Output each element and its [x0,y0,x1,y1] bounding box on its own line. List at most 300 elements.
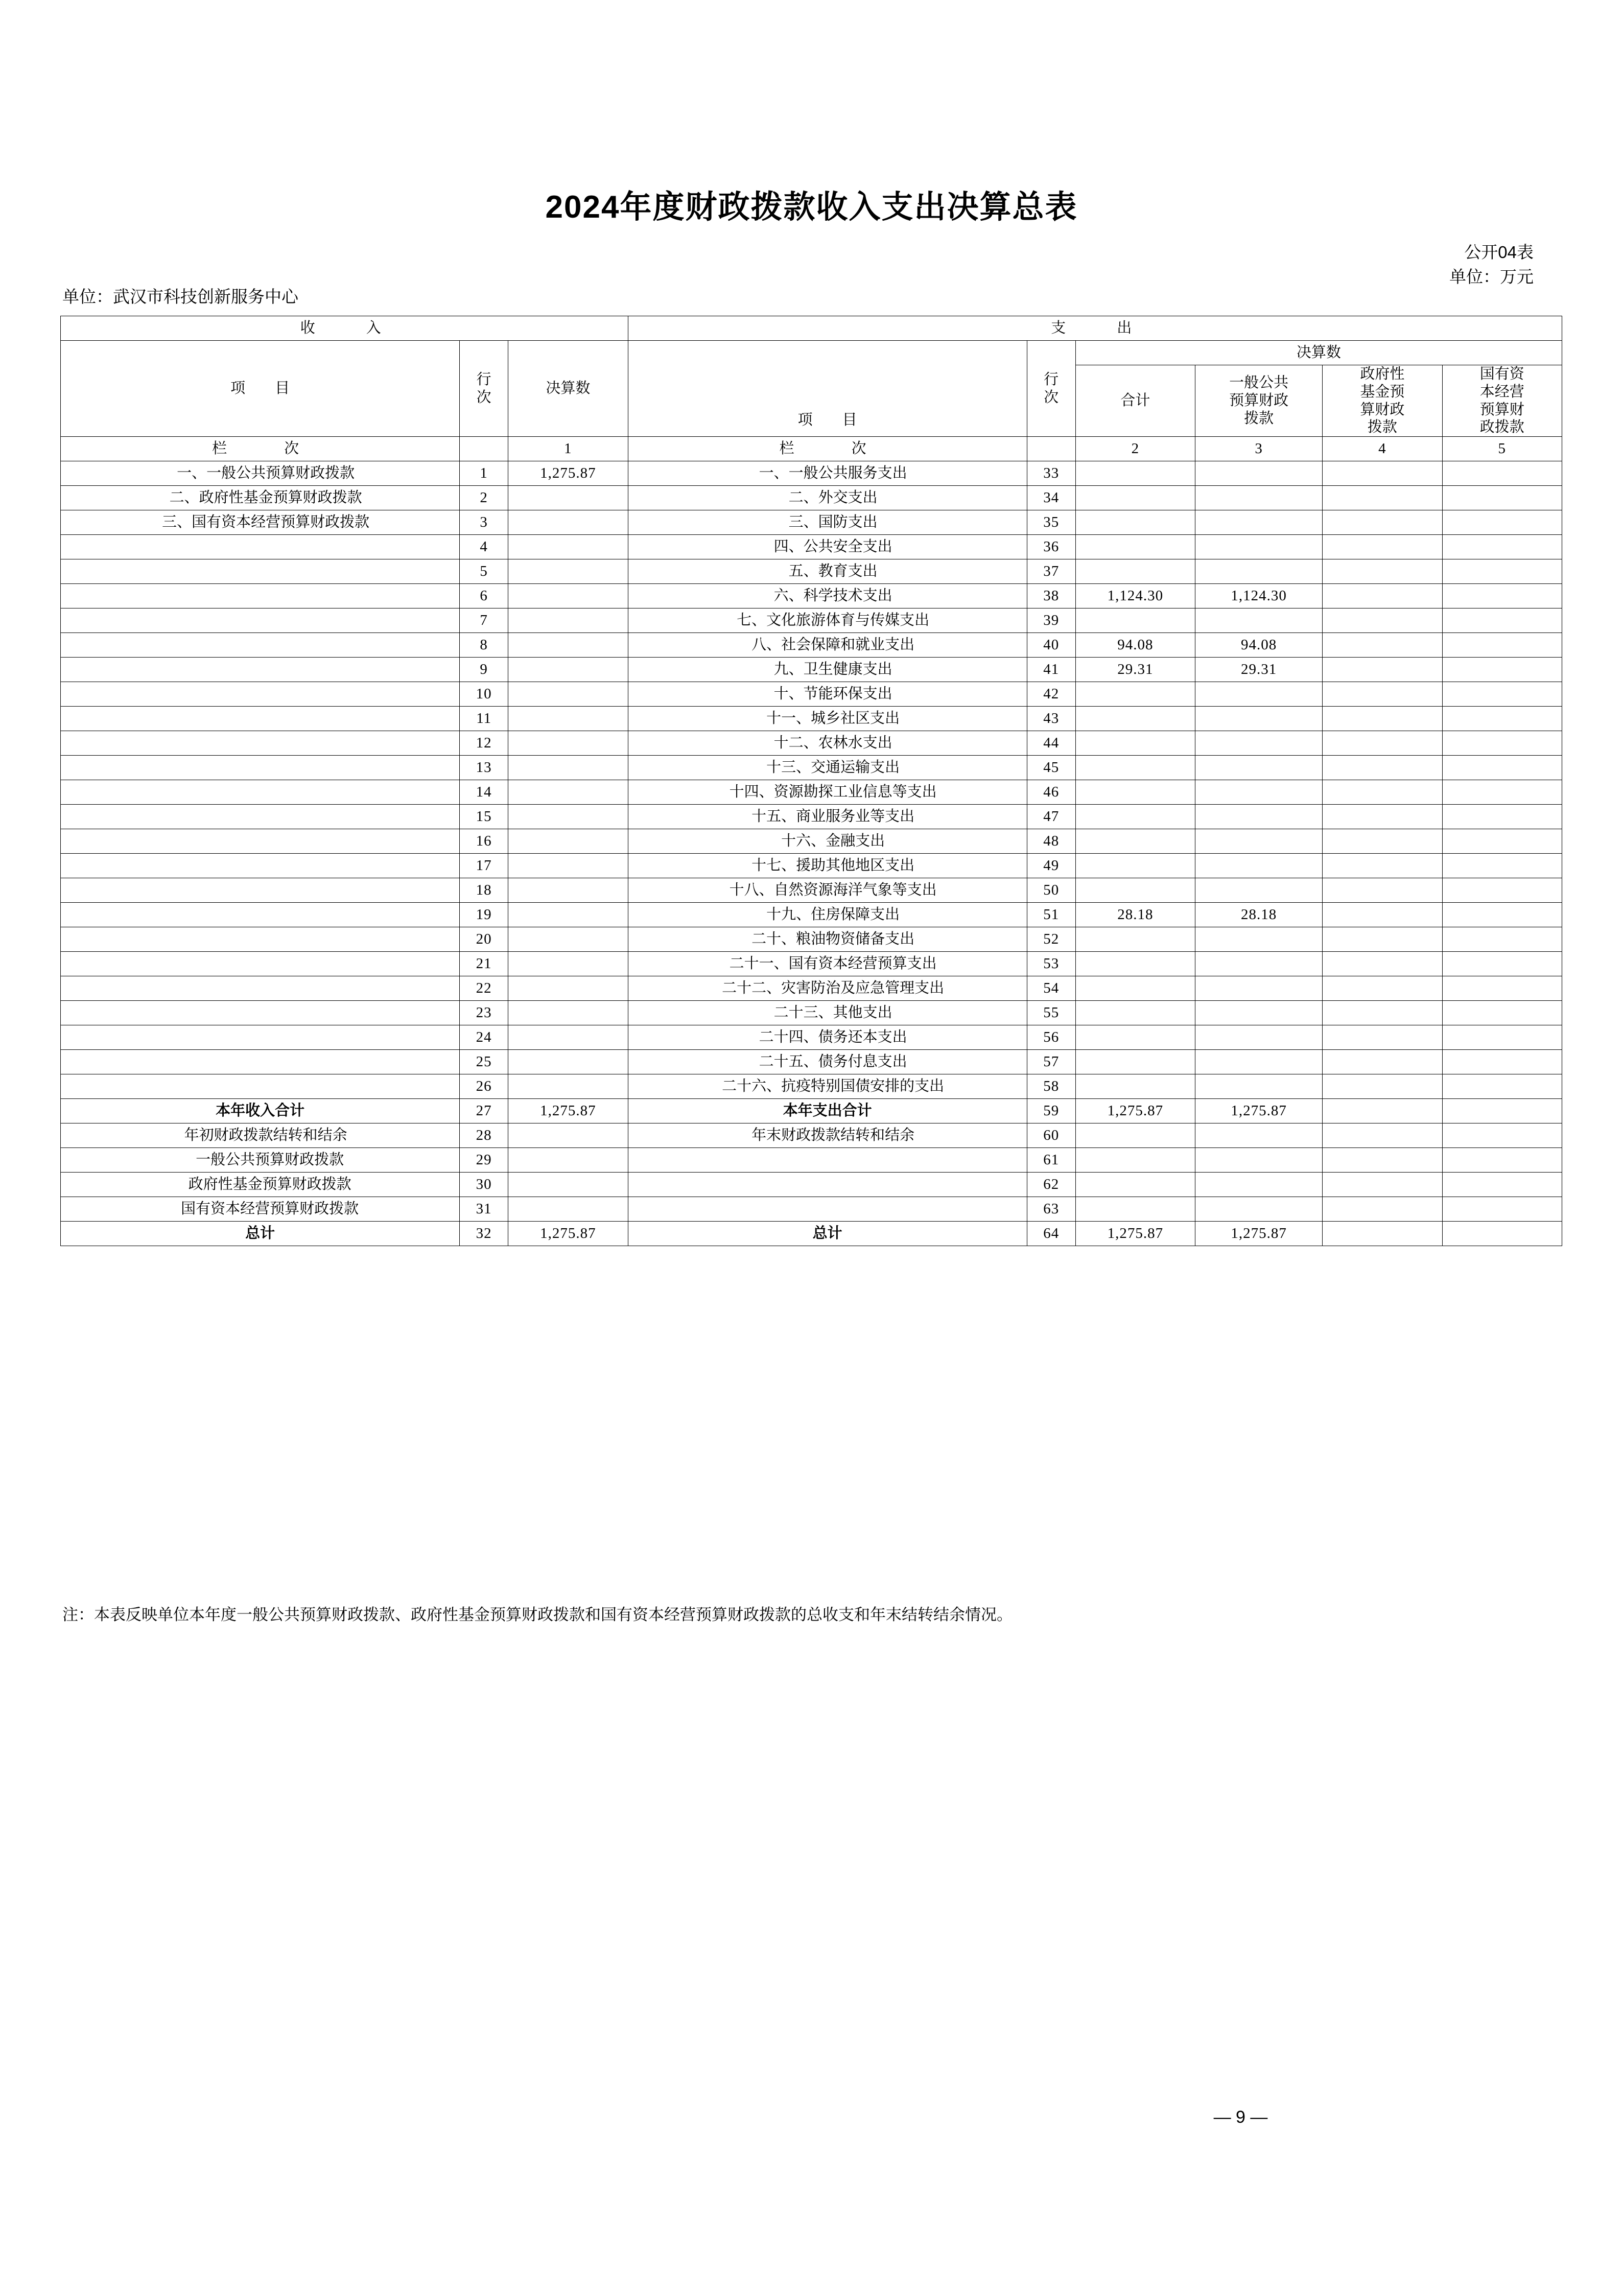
expense-capital [1442,1148,1562,1173]
expense-general [1195,1173,1323,1197]
expense-item-label: 十二、农林水支出 [628,731,1027,756]
income-item-label [61,854,460,878]
expense-line-no: 47 [1027,805,1075,829]
income-amount [508,976,628,1001]
table-row [61,1074,1562,1099]
expense-general [1195,1123,1323,1148]
expense-general [1195,1074,1323,1099]
table-header-row-2 [61,341,1562,365]
expense-general [1195,854,1323,878]
expense-column-2: 2 [1075,437,1195,461]
income-amount: 1,275.87 [508,1099,628,1123]
expense-line-no: 64 [1027,1222,1075,1246]
income-amount [508,1050,628,1074]
expense-item-label: 八、社会保障和就业支出 [628,633,1027,658]
income-item-label: 二、政府性基金预算财政拨款 [61,486,460,510]
income-line-no: 29 [460,1148,508,1173]
table-row [61,756,1562,780]
expense-fund [1323,1099,1442,1123]
expense-capital [1442,780,1562,805]
income-line-no: 25 [460,1050,508,1074]
income-line-no: 9 [460,658,508,682]
table-row [61,903,1562,927]
expense-subtotal [1075,731,1195,756]
expense-general [1195,756,1323,780]
expense-capital [1442,633,1562,658]
expense-subtotal [1075,1001,1195,1025]
expense-item-label: 二十五、债务付息支出 [628,1050,1027,1074]
expense-capital [1442,731,1562,756]
income-item-label [61,658,460,682]
expense-fund [1323,682,1442,707]
expense-line-no: 38 [1027,584,1075,608]
income-item-label [61,952,460,976]
expense-line-no: 40 [1027,633,1075,658]
income-amount [508,903,628,927]
expense-line-no: 59 [1027,1099,1075,1123]
table-row [61,1025,1562,1050]
expense-amount-group-header: 决算数 [1075,341,1562,365]
table-row [61,707,1562,731]
expense-line-no: 56 [1027,1025,1075,1050]
income-amount [508,1148,628,1173]
expense-item-label: 六、科学技术支出 [628,584,1027,608]
income-line-no: 22 [460,976,508,1001]
income-item-label [61,780,460,805]
expense-item-label: 二十一、国有资本经营预算支出 [628,952,1027,976]
expense-subtotal: 28.18 [1075,903,1195,927]
expense-item-label: 十九、住房保障支出 [628,903,1027,927]
table-row [61,1099,1562,1123]
table-row [61,1173,1562,1197]
income-item-label [61,805,460,829]
income-line-no: 27 [460,1099,508,1123]
expense-fund [1323,559,1442,584]
income-line-no: 15 [460,805,508,829]
expense-subtotal [1075,707,1195,731]
expense-general: 1,275.87 [1195,1099,1323,1123]
income-amount [508,510,628,535]
expense-line-no: 63 [1027,1197,1075,1222]
table-row [61,584,1562,608]
expense-subtotal [1075,756,1195,780]
expense-capital [1442,952,1562,976]
expense-item-label: 五、教育支出 [628,559,1027,584]
expense-line-no: 57 [1027,1050,1075,1074]
expense-fund [1323,1148,1442,1173]
expense-subtotal [1075,559,1195,584]
expense-fund [1323,1173,1442,1197]
expense-fund [1323,927,1442,952]
income-amount [508,731,628,756]
income-item-label [61,829,460,854]
income-amount [508,878,628,903]
expense-line-no: 52 [1027,927,1075,952]
form-code: 公开04表 [1464,243,1534,262]
income-amount [508,1074,628,1099]
expense-fund [1323,1197,1442,1222]
expense-subtotal [1075,952,1195,976]
income-item-label: 国有资本经营预算财政拨款 [61,1197,460,1222]
income-line-no: 14 [460,780,508,805]
income-amount [508,1173,628,1197]
expense-general [1195,805,1323,829]
expense-fund [1323,1050,1442,1074]
expense-line-no: 55 [1027,1001,1075,1025]
expense-column-line-blank [1027,437,1075,461]
expense-line-no: 48 [1027,829,1075,854]
income-line-no: 26 [460,1074,508,1099]
income-item-label [61,903,460,927]
table-row [61,682,1562,707]
income-item-header: 项 目 [61,341,460,437]
expense-item-label: 二十六、抗疫特别国债安排的支出 [628,1074,1027,1099]
expense-general: 1,275.87 [1195,1222,1323,1246]
income-amount [508,658,628,682]
expense-general [1195,1050,1323,1074]
expense-capital [1442,1197,1562,1222]
income-amount [508,486,628,510]
expense-item-label: 二十二、灾害防治及应急管理支出 [628,976,1027,1001]
expense-fund [1323,535,1442,559]
expense-subtotal [1075,535,1195,559]
income-item-label [61,584,460,608]
expense-line-no: 46 [1027,780,1075,805]
expense-capital [1442,1173,1562,1197]
expense-fund [1323,707,1442,731]
expense-capital [1442,1099,1562,1123]
income-item-label [61,633,460,658]
expense-fund [1323,731,1442,756]
income-line-no: 7 [460,608,508,633]
expense-fund [1323,608,1442,633]
expense-subtotal [1075,510,1195,535]
expense-fund [1323,829,1442,854]
expense-fund [1323,903,1442,927]
expense-subtotal [1075,1173,1195,1197]
income-item-label [61,1001,460,1025]
expense-subtotal [1075,976,1195,1001]
income-amount [508,707,628,731]
expense-general [1195,780,1323,805]
expense-capital [1442,658,1562,682]
expense-capital [1442,584,1562,608]
expense-general [1195,976,1323,1001]
income-amount [508,584,628,608]
expense-subtotal: 94.08 [1075,633,1195,658]
income-item-label [61,559,460,584]
expense-line-no: 34 [1027,486,1075,510]
expense-fund [1323,1001,1442,1025]
expense-capital [1442,707,1562,731]
expense-general [1195,731,1323,756]
income-line-no: 6 [460,584,508,608]
expense-line-no: 60 [1027,1123,1075,1148]
expense-item-label: 十四、资源勘探工业信息等支出 [628,780,1027,805]
income-line-no: 8 [460,633,508,658]
income-amount [508,1001,628,1025]
income-column-line-blank [460,437,508,461]
expense-subtotal-header: 合计 [1075,365,1195,437]
expense-capital [1442,559,1562,584]
expense-line-no: 49 [1027,854,1075,878]
expense-fund [1323,584,1442,608]
income-item-label [61,535,460,559]
expense-subtotal [1075,486,1195,510]
expense-item-header: 项 目 [628,341,1027,437]
income-item-label [61,1074,460,1099]
income-line-no: 31 [460,1197,508,1222]
expense-general [1195,682,1323,707]
table-column-index-row [61,437,1562,461]
expense-line-no: 39 [1027,608,1075,633]
expense-general: 1,124.30 [1195,584,1323,608]
expense-item-label: 二十四、债务还本支出 [628,1025,1027,1050]
income-item-label: 政府性基金预算财政拨款 [61,1173,460,1197]
expense-general [1195,952,1323,976]
income-line-no: 32 [460,1222,508,1246]
table-row [61,1197,1562,1222]
expense-capital [1442,682,1562,707]
expense-column-label: 栏 次 [628,437,1027,461]
expense-subtotal [1075,780,1195,805]
income-column-label: 栏 次 [61,437,460,461]
table-row [61,535,1562,559]
income-line-no: 2 [460,486,508,510]
expense-fund [1323,1123,1442,1148]
expense-line-no: 33 [1027,461,1075,486]
expense-general [1195,1197,1323,1222]
expense-item-label: 九、卫生健康支出 [628,658,1027,682]
income-line-no: 23 [460,1001,508,1025]
income-amount [508,756,628,780]
table-note: 注：本表反映单位本年度一般公共预算财政拨款、政府性基金预算财政拨款和国有资本经营预算财政拨款的总收支和年末结转结余情况。 [62,1606,1013,1624]
table-row [61,633,1562,658]
expense-general: 29.31 [1195,658,1323,682]
income-line-no: 30 [460,1173,508,1197]
expense-general [1195,559,1323,584]
expense-capital [1442,1025,1562,1050]
income-amount [508,927,628,952]
expense-general [1195,707,1323,731]
expense-subtotal [1075,805,1195,829]
income-line-no: 17 [460,854,508,878]
income-column-1: 1 [508,437,628,461]
expense-fund [1323,461,1442,486]
expense-item-label: 四、公共安全支出 [628,535,1027,559]
income-line-no: 18 [460,878,508,903]
table-row [61,608,1562,633]
income-item-label [61,927,460,952]
expense-general-header: 一般公共 预算财政 拨款 [1195,365,1323,437]
income-line-no: 4 [460,535,508,559]
income-line-header: 行 次 [460,341,508,437]
table-row [61,1050,1562,1074]
income-amount [508,1123,628,1148]
expense-subtotal: 1,275.87 [1075,1222,1195,1246]
expense-capital [1442,976,1562,1001]
expense-item-label: 十八、自然资源海洋气象等支出 [628,878,1027,903]
expense-capital [1442,608,1562,633]
expense-line-header: 行 次 [1027,341,1075,437]
form-meta [1449,240,1534,289]
expense-line-no: 44 [1027,731,1075,756]
income-line-no: 20 [460,927,508,952]
expense-fund [1323,805,1442,829]
table-row [61,780,1562,805]
expense-subtotal [1075,854,1195,878]
income-group-header: 收 入 [61,316,628,341]
expense-fund [1323,633,1442,658]
income-line-no: 11 [460,707,508,731]
expense-fund [1323,486,1442,510]
income-amount [508,780,628,805]
expense-capital [1442,854,1562,878]
expense-capital [1442,903,1562,927]
expense-fund [1323,976,1442,1001]
income-item-label [61,976,460,1001]
expense-line-no: 36 [1027,535,1075,559]
expense-general [1195,1025,1323,1050]
expense-line-no: 45 [1027,756,1075,780]
income-amount [508,854,628,878]
income-item-label [61,1025,460,1050]
expense-column-3: 3 [1195,437,1323,461]
expense-capital [1442,756,1562,780]
income-item-label: 一般公共预算财政拨款 [61,1148,460,1173]
expense-capital [1442,927,1562,952]
expense-general [1195,878,1323,903]
income-item-label [61,682,460,707]
expense-line-no: 51 [1027,903,1075,927]
expense-line-no: 53 [1027,952,1075,976]
expense-line-no: 42 [1027,682,1075,707]
table-row [61,1123,1562,1148]
income-amount: 1,275.87 [508,1222,628,1246]
table-row [61,952,1562,976]
expense-fund [1323,854,1442,878]
income-amount [508,1025,628,1050]
expense-line-no: 50 [1027,878,1075,903]
expense-item-label: 十六、金融支出 [628,829,1027,854]
expense-general [1195,1001,1323,1025]
table-row [61,658,1562,682]
income-amount [508,829,628,854]
expense-subtotal: 29.31 [1075,658,1195,682]
expense-fund [1323,1025,1442,1050]
expense-column-4: 4 [1323,437,1442,461]
expense-subtotal [1075,1050,1195,1074]
expense-fund-header: 政府性 基金预 算财政 拨款 [1323,365,1442,437]
expense-subtotal [1075,829,1195,854]
expense-capital [1442,510,1562,535]
expense-general: 94.08 [1195,633,1323,658]
expense-subtotal [1075,1074,1195,1099]
expense-item-label: 十一、城乡社区支出 [628,707,1027,731]
expense-capital [1442,829,1562,854]
expense-line-no: 41 [1027,658,1075,682]
expense-general [1195,461,1323,486]
expense-general [1195,927,1323,952]
expense-general [1195,608,1323,633]
expense-capital [1442,1222,1562,1246]
expense-line-no: 61 [1027,1148,1075,1173]
expense-subtotal [1075,682,1195,707]
expense-line-no: 43 [1027,707,1075,731]
expense-subtotal [1075,878,1195,903]
expense-capital [1442,1050,1562,1074]
income-item-label: 总计 [61,1222,460,1246]
expense-group-header: 支 出 [628,316,1562,341]
income-line-no: 16 [460,829,508,854]
income-amount [508,805,628,829]
table-row [61,878,1562,903]
table-header-group-row [61,316,1562,341]
income-amount [508,1197,628,1222]
unit-measure: 单位：万元 [1449,267,1534,286]
expense-item-label [628,1173,1027,1197]
expense-subtotal [1075,927,1195,952]
expense-subtotal [1075,1025,1195,1050]
income-item-label [61,878,460,903]
expense-item-label: 十三、交通运输支出 [628,756,1027,780]
expense-fund [1323,510,1442,535]
income-line-no: 10 [460,682,508,707]
expense-subtotal [1075,608,1195,633]
expense-capital [1442,1074,1562,1099]
income-line-no: 19 [460,903,508,927]
expense-capital [1442,486,1562,510]
income-line-no: 12 [460,731,508,756]
income-amount-header: 决算数 [508,341,628,437]
income-line-no: 24 [460,1025,508,1050]
expense-general [1195,486,1323,510]
budget-table [60,316,1562,1246]
expense-line-no: 37 [1027,559,1075,584]
income-amount [508,633,628,658]
expense-item-label: 本年支出合计 [628,1099,1027,1123]
expense-item-label: 三、国防支出 [628,510,1027,535]
income-item-label [61,1050,460,1074]
expense-capital-header: 国有资 本经营 预算财 政拨款 [1442,365,1562,437]
income-line-no: 21 [460,952,508,976]
income-item-label: 本年收入合计 [61,1099,460,1123]
table-row [61,1222,1562,1246]
income-item-label: 一、一般公共预算财政拨款 [61,461,460,486]
income-item-label [61,731,460,756]
expense-subtotal [1075,461,1195,486]
income-line-no: 13 [460,756,508,780]
income-amount [508,559,628,584]
expense-capital [1442,878,1562,903]
expense-general [1195,510,1323,535]
expense-fund [1323,1222,1442,1246]
expense-item-label [628,1197,1027,1222]
expense-item-label: 年末财政拨款结转和结余 [628,1123,1027,1148]
table-row [61,510,1562,535]
expense-item-label: 十七、援助其他地区支出 [628,854,1027,878]
expense-capital [1442,805,1562,829]
income-item-label: 年初财政拨款结转和结余 [61,1123,460,1148]
expense-subtotal [1075,1123,1195,1148]
expense-capital [1442,461,1562,486]
table-row [61,927,1562,952]
unit-name: 单位：武汉市科技创新服务中心 [62,287,298,306]
expense-general [1195,829,1323,854]
expense-subtotal: 1,275.87 [1075,1099,1195,1123]
expense-subtotal [1075,1148,1195,1173]
table-row [61,829,1562,854]
